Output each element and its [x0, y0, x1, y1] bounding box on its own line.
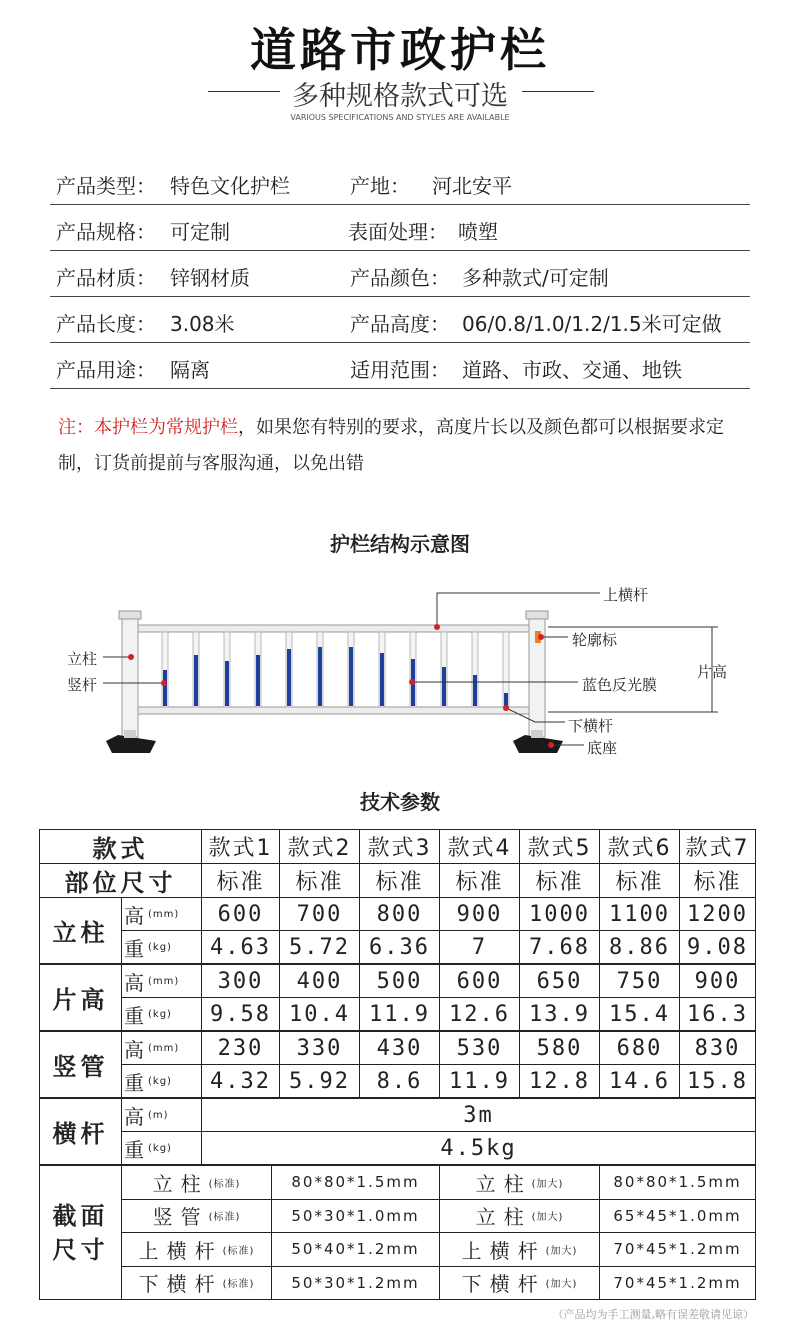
- table-value: 600: [439, 964, 520, 998]
- spec-value: 多种款式/可定制: [462, 266, 609, 290]
- table-value: 7.68: [519, 930, 600, 964]
- table-value: 5.92: [279, 1064, 360, 1098]
- subtitle-row: [0, 74, 800, 112]
- style-header: 款式2: [279, 829, 360, 864]
- table-value: 11.9: [359, 997, 440, 1031]
- footnote: （产品均为手工测量,略有误差敬请见谅）: [552, 1308, 754, 1321]
- table-value: 800: [359, 897, 440, 931]
- section-part-type: (加大): [531, 1212, 564, 1224]
- reflective-film: [163, 670, 167, 706]
- reflective-film: [473, 675, 477, 706]
- spec-label: 产品材质：: [56, 266, 156, 290]
- label-upright: 立柱: [67, 650, 98, 668]
- table-value: 11.9: [439, 1064, 520, 1098]
- section-name: [39, 1165, 122, 1300]
- row-label-text: 高: [124, 1104, 146, 1129]
- spec-label: 表面处理：: [348, 220, 448, 244]
- style-standard: 标准: [279, 863, 360, 898]
- section-left-part: [121, 1165, 272, 1200]
- tech-table: [40, 830, 756, 1300]
- table-value: 15.8: [679, 1064, 756, 1098]
- table-value: 700: [279, 897, 360, 931]
- spec-value: 锌钢材质: [170, 266, 250, 290]
- row-unit: (mm): [148, 908, 180, 920]
- section-right-value: 80*80*1.5mm: [599, 1165, 756, 1200]
- spec-label: 产品长度：: [56, 312, 156, 336]
- note-highlight: 注：本护栏为常规护栏: [58, 417, 238, 438]
- spec-label: 产品颜色：: [350, 266, 450, 290]
- row-label: [121, 997, 202, 1031]
- subtitle: 多种规格款式可选: [292, 81, 508, 112]
- table-value: 14.6: [599, 1064, 680, 1098]
- label-base: 底座: [587, 739, 618, 757]
- spec-value: 道路、市政、交通、地铁: [462, 358, 682, 382]
- subtitle-divider-right: [522, 91, 594, 92]
- spec-value: 喷塑: [458, 220, 498, 244]
- spec-label: 产品用途：: [56, 358, 156, 382]
- row-label-text: 高: [124, 970, 146, 995]
- table-value: 10.4: [279, 997, 360, 1031]
- spec-value: 3.08米: [170, 312, 235, 336]
- table-value: 230: [201, 1031, 280, 1065]
- note-text: ，如果您有特别的要求，高度片长以及颜色都可以根据要求定制，订货前提前与客服沟通，以免出错: [58, 417, 724, 474]
- row-label-text: 高: [124, 903, 146, 928]
- row-label: [121, 1064, 202, 1098]
- row-label-text: 重: [124, 1137, 146, 1162]
- table-value: 13.9: [519, 997, 600, 1031]
- table-value: 12.8: [519, 1064, 600, 1098]
- table-value: 4.32: [201, 1064, 280, 1098]
- row-unit: (mm): [148, 1042, 180, 1054]
- row-label: [121, 930, 202, 964]
- subtitle-english: VARIOUS SPECIFICATIONS AND STYLES ARE AVAILABLE: [290, 113, 510, 122]
- section-part-name: 竖管: [152, 1205, 209, 1230]
- table-value: 1200: [679, 897, 756, 931]
- style-header: 款式7: [679, 829, 756, 864]
- crossbar-height-value: 3m: [201, 1098, 756, 1132]
- section-left-part: [121, 1266, 272, 1301]
- section-part-type: (标准): [222, 1279, 255, 1291]
- spec-label: 产地：: [350, 174, 410, 198]
- group-name: 立柱: [39, 897, 122, 964]
- row-label: [121, 1031, 202, 1065]
- group-name: 片高: [39, 964, 122, 1031]
- spec-row: [50, 160, 750, 205]
- row-label: [121, 897, 202, 931]
- top-rail: [132, 625, 534, 632]
- label-bottom-rail: 下横杆: [568, 717, 614, 735]
- left-post: [122, 615, 138, 737]
- style-header: 款式4: [439, 829, 520, 864]
- table-value: 430: [359, 1031, 440, 1065]
- style-header: 款式1: [201, 829, 280, 864]
- label-reflective-film: 蓝色反光膜: [582, 676, 658, 694]
- group-name: 横杆: [39, 1098, 122, 1165]
- section-part-name: 下横杆: [138, 1272, 223, 1297]
- table-value: 600: [201, 897, 280, 931]
- leader-dots: [128, 624, 554, 748]
- table-value: 9.08: [679, 930, 756, 964]
- section-right-part: [439, 1266, 600, 1301]
- header-part-label: 部位尺寸: [39, 863, 202, 898]
- spec-row: [50, 206, 750, 251]
- table-value: 9.58: [201, 997, 280, 1031]
- style-header: 款式6: [599, 829, 680, 864]
- row-unit: (kg): [148, 1008, 172, 1020]
- row-label: [121, 1098, 202, 1132]
- section-left-part: [121, 1199, 272, 1234]
- table-value: 530: [439, 1031, 520, 1065]
- table-value: 750: [599, 964, 680, 998]
- row-label-text: 重: [124, 1003, 146, 1028]
- table-value: 16.3: [679, 997, 756, 1031]
- label-panel-height: 片高: [697, 663, 728, 681]
- section-left-value: 50*30*1.2mm: [271, 1266, 440, 1301]
- spec-row: [50, 298, 750, 343]
- vertical-bars: [162, 632, 509, 707]
- table-value: 580: [519, 1031, 600, 1065]
- spec-value: 隔离: [170, 358, 210, 382]
- spec-value: 河北安平: [432, 174, 512, 198]
- left-post-foot: [124, 730, 136, 738]
- row-unit: (kg): [148, 941, 172, 953]
- table-value: 400: [279, 964, 360, 998]
- right-post-cap: [526, 611, 548, 619]
- spec-row: [50, 344, 750, 389]
- section-left-value: 50*30*1.0mm: [271, 1199, 440, 1234]
- section-part-type: (加大): [545, 1279, 578, 1291]
- table-value: 900: [679, 964, 756, 998]
- section-part-type: (标准): [208, 1178, 241, 1190]
- section-right-part: [439, 1199, 600, 1234]
- row-unit: (kg): [148, 1075, 172, 1087]
- table-value: 1000: [519, 897, 600, 931]
- style-standard: 标准: [519, 863, 600, 898]
- style-standard: 标准: [679, 863, 756, 898]
- row-unit: (m): [148, 1109, 169, 1121]
- section-right-part: [439, 1165, 600, 1200]
- spec-label: 产品高度：: [350, 312, 450, 336]
- section-part-type: (标准): [208, 1212, 241, 1224]
- section-part-type: (加大): [545, 1245, 578, 1257]
- style-header: 款式3: [359, 829, 440, 864]
- style-standard: 标准: [201, 863, 280, 898]
- table-value: 5.72: [279, 930, 360, 964]
- table-value: 8.6: [359, 1064, 440, 1098]
- bottom-rail: [132, 707, 534, 714]
- table-value: 1100: [599, 897, 680, 931]
- reflective-film: [194, 655, 198, 706]
- reflective-film: [287, 649, 291, 706]
- section-part-name: 上横杆: [461, 1238, 546, 1263]
- spec-label: 产品类型：: [56, 174, 156, 198]
- table-value: 300: [201, 964, 280, 998]
- table-value: 830: [679, 1031, 756, 1065]
- reflective-film: [380, 653, 384, 706]
- spec-label: 产品规格：: [56, 220, 156, 244]
- table-value: 500: [359, 964, 440, 998]
- section-left-value: 50*40*1.2mm: [271, 1232, 440, 1267]
- section-part-name: 立柱: [475, 1171, 532, 1196]
- table-value: 330: [279, 1031, 360, 1065]
- section-right-part: [439, 1232, 600, 1267]
- table-value: 900: [439, 897, 520, 931]
- spec-row: [50, 252, 750, 297]
- reflective-film: [225, 661, 229, 706]
- section-left-value: 80*80*1.5mm: [271, 1165, 440, 1200]
- style-standard: 标准: [359, 863, 440, 898]
- section-left-part: [121, 1232, 272, 1267]
- row-unit: (kg): [148, 1142, 172, 1154]
- table-value: 7: [439, 930, 520, 964]
- header-style-label: 款式: [39, 829, 202, 864]
- page-title: 道路市政护栏: [250, 23, 550, 77]
- tech-title: 技术参数: [360, 790, 440, 814]
- table-value: 4.63: [201, 930, 280, 964]
- right-post-foot: [531, 730, 543, 738]
- crossbar-weight-value: 4.5kg: [201, 1131, 756, 1165]
- table-value: 6.36: [359, 930, 440, 964]
- style-standard: 标准: [599, 863, 680, 898]
- group-name: 竖管: [39, 1031, 122, 1098]
- section-right-value: 65*45*1.0mm: [599, 1199, 756, 1234]
- label-top-rail: 上横杆: [603, 586, 649, 604]
- row-unit: (mm): [148, 975, 180, 987]
- section-right-value: 70*45*1.2mm: [599, 1266, 756, 1301]
- table-value: 680: [599, 1031, 680, 1065]
- reflective-film: [349, 647, 353, 706]
- label-vertical-bar: 竖杆: [67, 676, 98, 694]
- diagram-title: 护栏结构示意图: [330, 532, 470, 556]
- spec-value: 可定制: [170, 220, 230, 244]
- row-label: [121, 964, 202, 998]
- reflective-film: [442, 667, 446, 706]
- reflective-film: [504, 693, 508, 706]
- style-standard: 标准: [439, 863, 520, 898]
- label-outline-marker: 轮廓标: [572, 631, 618, 649]
- section-right-value: 70*45*1.2mm: [599, 1232, 756, 1267]
- row-label: [121, 1131, 202, 1165]
- table-value: 650: [519, 964, 600, 998]
- section-part-name: 立柱: [152, 1171, 209, 1196]
- spec-value: 06/0.8/1.0/1.2/1.5米可定做: [462, 312, 722, 336]
- section-part-type: (标准): [222, 1245, 255, 1257]
- row-label-text: 重: [124, 936, 146, 961]
- spec-value: 特色文化护栏: [170, 174, 290, 198]
- style-header: 款式5: [519, 829, 600, 864]
- guardrail-diagram: [0, 575, 800, 765]
- table-value: 8.86: [599, 930, 680, 964]
- table-value: 15.4: [599, 997, 680, 1031]
- reflective-film: [256, 655, 260, 706]
- reflective-film: [318, 647, 322, 706]
- row-label-text: 重: [124, 1070, 146, 1095]
- order-note: [58, 410, 758, 482]
- section-part-name: 上横杆: [138, 1238, 223, 1263]
- section-name-text: 截面尺寸: [52, 1201, 109, 1264]
- left-post-cap: [119, 611, 141, 619]
- section-part-type: (加大): [531, 1178, 564, 1190]
- section-part-name: 立柱: [475, 1205, 532, 1230]
- section-part-name: 下横杆: [461, 1272, 546, 1297]
- row-label-text: 高: [124, 1037, 146, 1062]
- table-value: 12.6: [439, 997, 520, 1031]
- spec-label: 适用范围：: [350, 358, 450, 382]
